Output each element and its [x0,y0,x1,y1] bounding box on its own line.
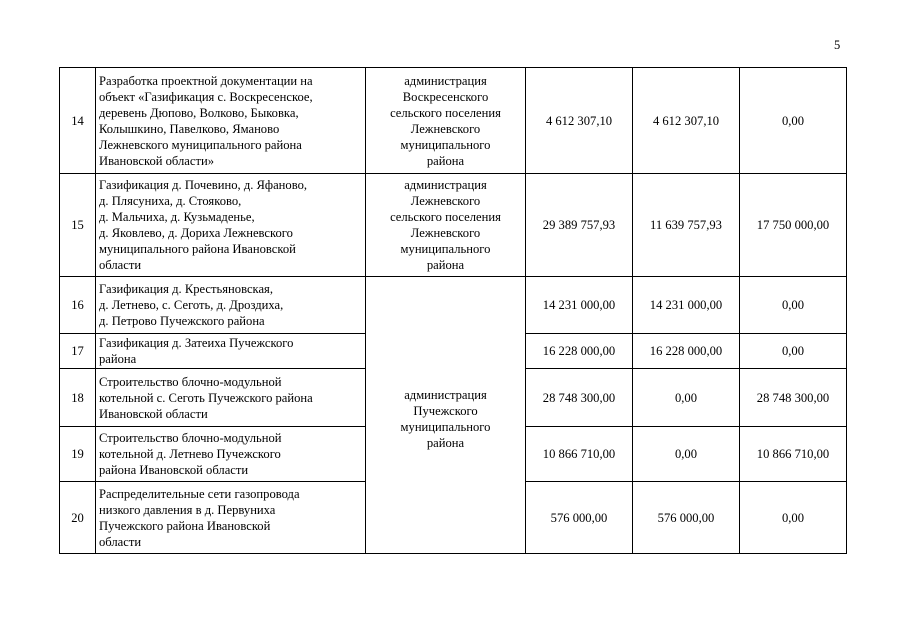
total-amount: 576 000,00 [526,482,633,554]
row-number: 14 [60,68,96,174]
project-name: Газификация д. Крестьяновская, д. Летнево, с. Сеготь, д. Дроздиха, д. Петрово Пучежского района [96,277,366,334]
table-row [60,277,847,334]
amount-column-3: 0,00 [740,277,847,334]
amount-column-2: 4 612 307,10 [633,68,740,174]
total-amount: 16 228 000,00 [526,334,633,369]
amount-column-3: 10 866 710,00 [740,427,847,482]
row-number: 15 [60,174,96,277]
page-number: 5 [834,38,841,52]
shared-executor [366,277,526,554]
amount-column-3: 0,00 [740,482,847,554]
table-row [60,68,847,174]
amount-column-2: 576 000,00 [633,482,740,554]
amount-column-2: 14 231 000,00 [633,277,740,334]
amount-column-3: 17 750 000,00 [740,174,847,277]
total-amount: 4 612 307,10 [526,68,633,174]
row-number: 16 [60,277,96,334]
project-name: Газификация д. Почевино, д. Яфаново, д. Плясуниха, д. Стояково, д. Мальчиха, д. Кузьмаденье, д. Яковлево, д. Дориха Лежневского муниципального района Ивановской области [96,174,366,277]
project-name: Строительство блочно-модульной котельной с. Сеготь Пучежского района Ивановской области [96,369,366,427]
total-amount: 14 231 000,00 [526,277,633,334]
program-table [59,67,847,554]
row-number: 18 [60,369,96,427]
amount-column-2: 0,00 [633,427,740,482]
shared-executor-text: администрация Пучежского муниципального района [400,387,491,450]
total-amount: 10 866 710,00 [526,427,633,482]
row-number: 19 [60,427,96,482]
total-amount: 28 748 300,00 [526,369,633,427]
amount-column-2: 11 639 757,93 [633,174,740,277]
project-name: Разработка проектной документации на объект «Газификация с. Воскресенское, деревень Дюпово, Волково, Быковка, Колышкино, Павелково, Яманово Лежневского муниципального района Ивановской области» [96,68,366,174]
table-row [60,174,847,277]
project-name: Газификация д. Затеиха Пучежского района [96,334,366,369]
amount-column-2: 16 228 000,00 [633,334,740,369]
row-number: 20 [60,482,96,554]
amount-column-3: 28 748 300,00 [740,369,847,427]
executor: администрация Лежневского сельского поселения Лежневского муниципального района [366,174,526,277]
project-name: Распределительные сети газопровода низкого давления в д. Первуниха Пучежского района Ивановской области [96,482,366,554]
row-number: 17 [60,334,96,369]
executor: администрация Воскресенского сельского поселения Лежневского муниципального района [366,68,526,174]
project-name: Строительство блочно-модульной котельной д. Летнево Пучежского района Ивановской области [96,427,366,482]
amount-column-3: 0,00 [740,68,847,174]
total-amount: 29 389 757,93 [526,174,633,277]
amount-column-3: 0,00 [740,334,847,369]
amount-column-2: 0,00 [633,369,740,427]
